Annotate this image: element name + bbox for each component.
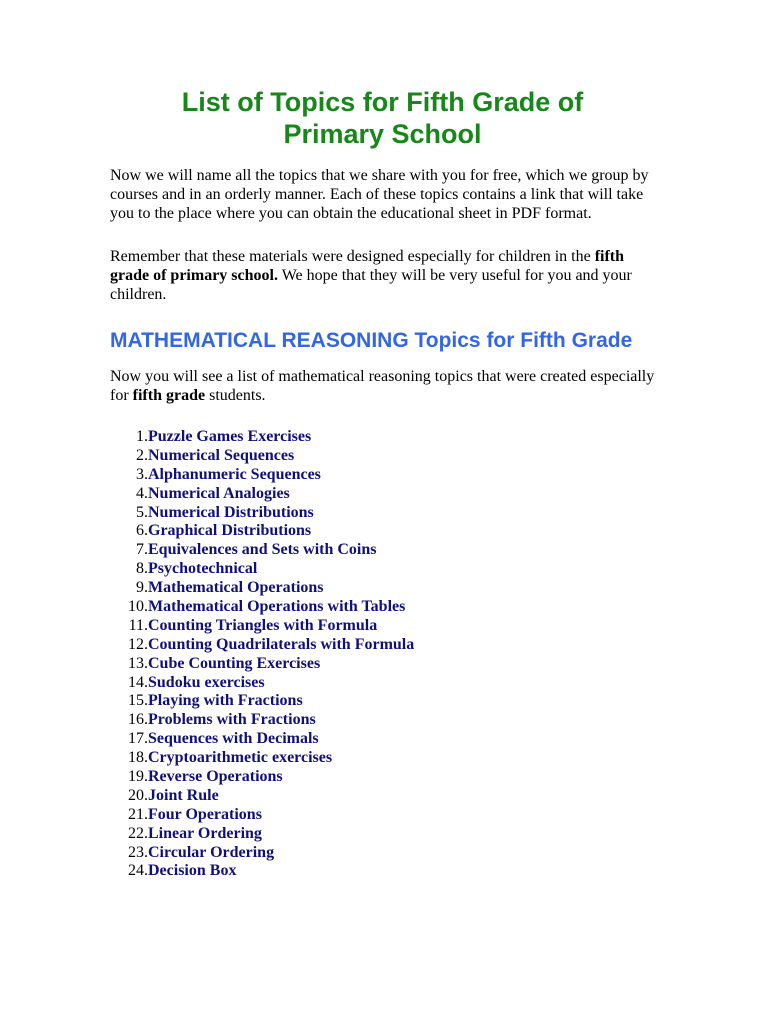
topic-link[interactable]: Mathematical Operations with Tables <box>148 598 406 616</box>
topic-number: 17. <box>128 730 148 748</box>
topic-number: 3. <box>136 465 148 483</box>
section-intro-text-start: Now you will see a list of mathematical reasoning topics that were created especially for <box>110 368 655 404</box>
topic-link[interactable]: Equivalences and Sets with Coins <box>148 541 377 559</box>
topic-link[interactable]: Numerical Sequences <box>148 446 295 464</box>
topic-number: 8. <box>136 560 148 578</box>
intro-paragraph: Now we will name all the topics that we share with you for free, which we group by courses and in an orderly manner. Each of these topics contains a link that will take you to the place where you can obtain the educational sheet in PDF format. <box>110 167 649 222</box>
page-title <box>110 86 655 150</box>
topic-number: 14. <box>128 673 148 691</box>
topic-link[interactable]: Sudoku exercises <box>148 673 265 691</box>
topic-link[interactable]: Graphical Distributions <box>148 522 312 540</box>
topic-link[interactable]: Alphanumeric Sequences <box>148 465 321 483</box>
topic-link[interactable]: Numerical Analogies <box>148 484 290 502</box>
topic-list-item <box>110 711 655 730</box>
topic-number: 7. <box>136 541 148 559</box>
topic-list-item <box>110 862 655 881</box>
topic-link[interactable]: Circular Ordering <box>148 843 275 861</box>
topic-list-item <box>110 787 655 806</box>
topic-number: 6. <box>136 522 148 540</box>
topic-number: 5. <box>136 503 148 521</box>
topic-number: 12. <box>128 635 148 653</box>
topic-list-item <box>110 655 655 674</box>
topic-list-item <box>110 504 655 523</box>
topic-link[interactable]: Numerical Distributions <box>148 503 314 521</box>
topic-number: 11. <box>128 616 148 634</box>
topic-number: 21. <box>128 805 148 823</box>
topic-link[interactable]: Counting Triangles with Formula <box>148 616 378 634</box>
section-intro-text-end: students. <box>205 387 266 404</box>
reminder-text-end: We hope that they will be very useful for you and your children. <box>110 267 632 303</box>
topic-link[interactable]: Problems with Fractions <box>148 711 316 729</box>
section-heading: MATHEMATICAL REASONING Topics for Fifth Grade <box>110 329 633 352</box>
reminder-text-start: Remember that these materials were designed especially for children in the <box>110 248 595 265</box>
topic-list-item <box>110 466 655 485</box>
reminder-paragraph <box>110 247 655 304</box>
topic-number: 19. <box>128 768 148 786</box>
topic-link[interactable]: Mathematical Operations <box>148 579 324 597</box>
topic-number: 20. <box>128 786 148 804</box>
topic-list-item <box>110 541 655 560</box>
topic-list <box>110 428 655 881</box>
topic-number: 9. <box>136 579 148 597</box>
topic-link[interactable]: Reverse Operations <box>148 768 283 786</box>
topic-list-item <box>110 485 655 504</box>
page-title-line-2: Primary School <box>283 119 482 149</box>
topic-link[interactable]: Decision Box <box>148 862 237 880</box>
topic-number: 10. <box>128 598 148 616</box>
topic-number: 15. <box>128 692 148 710</box>
topic-number: 24. <box>128 862 148 880</box>
topic-link[interactable]: Joint Rule <box>148 786 219 804</box>
topic-number: 13. <box>128 654 148 672</box>
topic-link[interactable]: Playing with Fractions <box>148 692 303 710</box>
topic-list-item <box>110 749 655 768</box>
topic-list-item <box>110 730 655 749</box>
topic-number: 23. <box>128 843 148 861</box>
topic-list-item <box>110 522 655 541</box>
topic-list-item <box>110 428 655 447</box>
topic-number: 1. <box>136 428 148 445</box>
topic-link[interactable]: Four Operations <box>148 805 262 823</box>
topic-number: 4. <box>136 484 148 502</box>
page-title-line-1: List of Topics for Fifth Grade of <box>181 87 584 117</box>
reminder-bold-text: fifth grade of primary school. <box>110 248 625 284</box>
topic-number: 18. <box>128 749 148 767</box>
topic-list-item <box>110 806 655 825</box>
topic-list-item <box>110 674 655 693</box>
topic-list-item <box>110 692 655 711</box>
section-intro-bold-text: fifth grade <box>132 387 206 404</box>
section-intro-paragraph <box>110 367 655 405</box>
topic-list-item <box>110 825 655 844</box>
topic-list-item <box>110 560 655 579</box>
document-page <box>110 86 655 881</box>
topic-link[interactable]: Linear Ordering <box>148 824 262 842</box>
topic-list-item <box>110 579 655 598</box>
topic-link[interactable]: Cube Counting Exercises <box>148 654 321 672</box>
topic-list-item <box>110 617 655 636</box>
topic-link[interactable]: Sequences with Decimals <box>148 730 319 748</box>
topic-link[interactable]: Psychotechnical <box>148 560 258 578</box>
topic-link[interactable]: Puzzle Games Exercises <box>148 428 312 445</box>
topic-number: 16. <box>128 711 148 729</box>
topic-list-item <box>110 447 655 466</box>
topic-number: 2. <box>136 446 148 464</box>
topic-link[interactable]: Cryptoarithmetic exercises <box>148 749 333 767</box>
topic-number: 22. <box>128 824 148 842</box>
topic-list-item <box>110 636 655 655</box>
topic-list-item <box>110 768 655 787</box>
topic-list-item <box>110 844 655 863</box>
topic-link[interactable]: Counting Quadrilaterals with Formula <box>148 635 415 653</box>
topic-list-item <box>110 598 655 617</box>
